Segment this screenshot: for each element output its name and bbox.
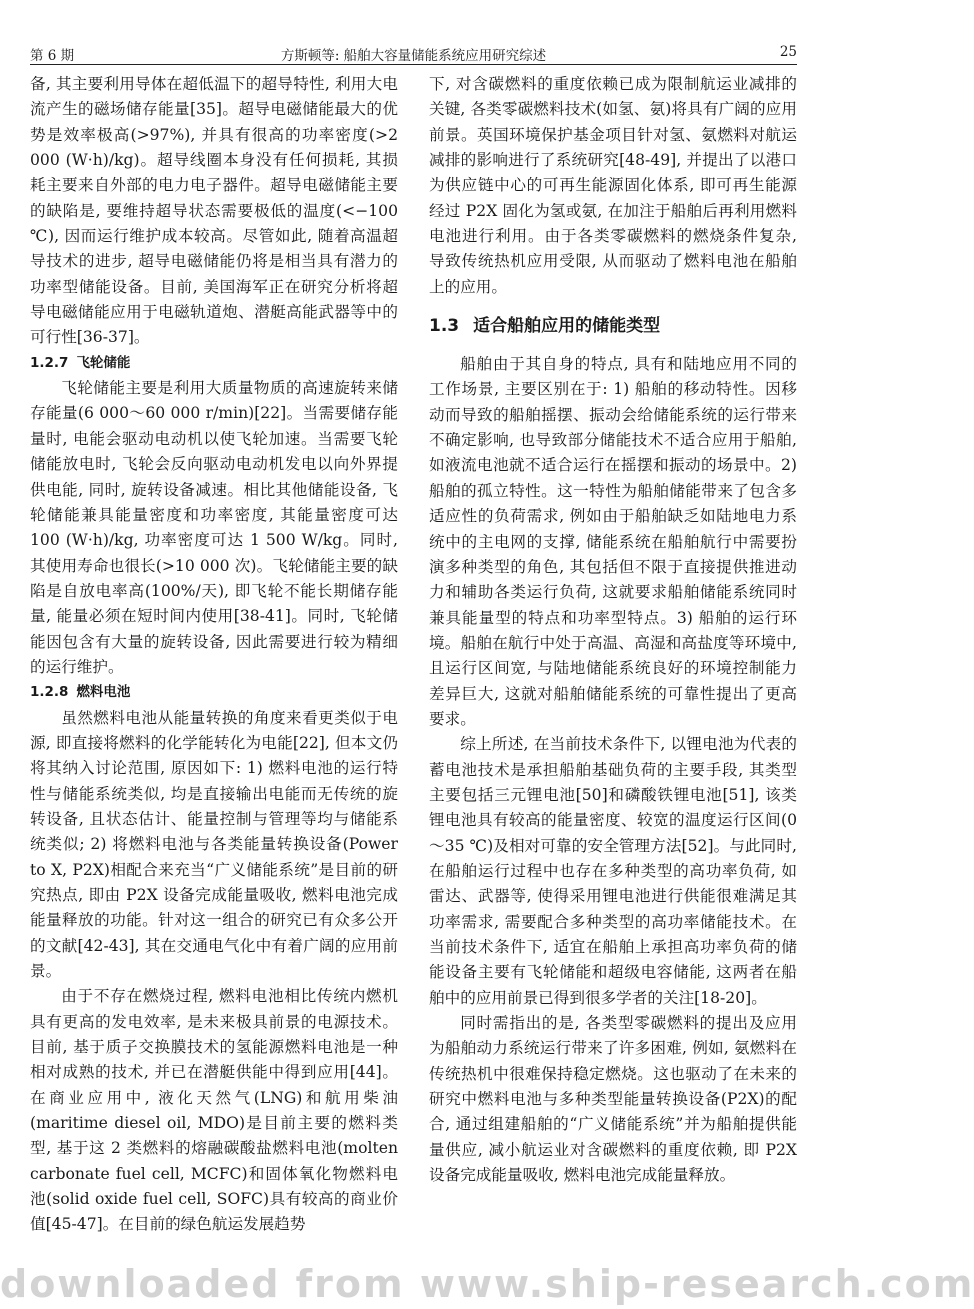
header-rule (30, 64, 797, 65)
page-header (30, 42, 797, 64)
page-number: 25 (779, 44, 797, 60)
section-heading-1-2-8 (30, 680, 398, 705)
paragraph: 虽然燃料电池从能量转换的角度来看更类似于电源, 即直接将燃料的化学能转化为电能[22], 但本文仍将其纳入讨论范围, 原因如下: 1) 燃料电池的运行特性与储能系统类似, 均是直接输出电能而无传统的旋转设备, 且状态估计、能量控制与管理等均与储能系统类似; 2) 将燃料电池与各类能量转换设备(Power to X, P2X)相配合来充当“广义储能系统”是目前的研究热点, 即由 P2X 设备完成能量吸收, 燃料电池完成能量释放的功能。针对这一组合的研究已有众多公开的文献[42-43], 其在交通电气化中有着广阔的应用前景。 (30, 708, 398, 981)
section-number: 1.2.8 (30, 684, 69, 701)
paragraph: 备, 其主要利用导体在超低温下的超导特性, 利用大电流产生的磁场储存能量[35]。超导电磁储能最大的优势是效率极高(>97%), 并具有很高的功率密度(>2 000 (W·h)/kg)。超导线圈本身没有任何损耗, 其损耗主要来自外部的电力电子器件。超导电磁储能主要的缺陷是, 要维持超导状态需要极低的温度(<−100 ℃), 因而运行维护成本较高。尽管如此, 随着高温超导技术的进步, 超导电磁储能仍将是相当具有潜力的功率型储能设备。目前, 美国海军正在研究分析将超导电磁储能应用于电磁轨道炮、潜艇高能武器等中的可行性[36-37]。 (30, 75, 398, 347)
right-column (429, 72, 797, 1188)
section-title: 飞轮储能 (76, 354, 131, 371)
section-number: 1.3 (429, 316, 460, 337)
paragraph: 船舶由于其自身的特点, 具有和陆地应用不同的工作场景, 主要区别在于: 1) 船舶的移动特性。因移动而导致的船舶摇摆、振动会给储能系统的运行带来不确定影响, 也导致部分储能技术不适合应用于船舶, 如液流电池就不适合运行在摇摆和振动的场景中。2) 船舶的孤立特性。这一特性为船舶储能带来了包含多适应性的负荷需求, 例如由于船舶缺乏如陆地电力系统中的主电网的支撑, 储能系统在船舶航行中需要扮演多种类型的角色, 其包括但不限于直接提供推进动力和辅助各类运行负荷, 这就要求船舶储能系统同时兼具能量型的特点和功率型特点。3) 船舶的运行环境。船舶在航行中处于高温、高湿和高盐度等环境中, 且运行区间宽, 与陆地储能系统良好的环境控制能力差异巨大, 这就对船舶储能系统的可靠性提出了更高要求。 (429, 355, 797, 728)
paragraph: 飞轮储能主要是利用大质量物质的高速旋转来储存能量(6 000～60 000 r/min)[22]。当需要储存能量时, 电能会驱动电动机以使飞轮加速。当需要飞轮储能放电时, 飞轮会反向驱动电动机发电以向外界提供电能, 同时, 旋转设备减速。相比其他储能设备, 飞轮储能兼具能量密度和功率密度, 其能量密度可达 100 (W·h)/kg, 功率密度可达 1 500 W/kg。同时, 其使用寿命也很长(>10 000 次)。飞轮储能主要的缺陷是自放电率高(100%/天), 即飞轮不能长期储存能量, 能量必须在短时间内使用[38-41]。同时, 飞轮储能因包含有大量的旋转设备, 因此需要进行较为精细的运行维护。 (30, 379, 398, 676)
paragraph: 同时需指出的是, 各类型零碳燃料的提出及应用为船舶动力系统运行带来了许多困难, 例如, 氨燃料在传统热机中很难保持稳定燃烧。这也驱动了在未来的研究中燃料电池与多种类型能量转换设备(P2X)的配合, 通过组建船舶的“广义储能系统”并为船舶提供能量供应, 减小航运业对含碳燃料的重度依赖, 即 P2X 设备完成能量吸收, 燃料电池完成能量释放。 (429, 1014, 797, 1185)
left-column (30, 72, 398, 1238)
section-title: 燃料电池 (76, 684, 131, 701)
section-heading-1-2-7 (30, 351, 398, 376)
issue-number: 第 6 期 (30, 48, 75, 64)
download-watermark: downloaded from www.ship-research.com (0, 1262, 974, 1306)
section-title: 适合船舶应用的储能类型 (473, 316, 661, 337)
section-number: 1.2.7 (30, 354, 69, 371)
running-title: 方斯顿等: 船舶大容量储能系统应用研究综述 (280, 48, 547, 64)
paragraph: 由于不存在燃烧过程, 燃料电池相比传统内燃机具有更高的发电效率, 是未来极具前景的电源技术。目前, 基于质子交换膜技术的氢能源燃料电池是一种相对成熟的技术, 并已在潜艇供能中得到应用[44]。在商业应用中, 液化天然气(LNG)和航用柴油(maritime diesel oil, MDO)是目前主要的燃料类型, 基于这 2 类燃料的熔融碳酸盐燃料电池(molten carbonate fuel cell, MCFC)和固体氧化物燃料电池(solid oxide fuel cell, SOFC)具有较高的商业价值[45-47]。在目前的绿色航运发展趋势 (30, 987, 398, 1234)
paragraph: 下, 对含碳燃料的重度依赖已成为限制航运业减排的关键, 各类零碳燃料技术(如氢、氨)将具有广阔的应用前景。英国环境保护基金项目针对氢、氨燃料对航运减排的影响进行了系统研究[48-49], 并提出了以港口为供应链中心的可再生能源固化体系, 即可再生能源经过 P2X 固化为氢或氨, 在加注于船舶后再利用燃料电池进行利用。由于各类零碳燃料的燃烧条件复杂, 导致传统热机应用受限, 从而驱动了燃料电池在船舶上的应用。 (429, 75, 797, 296)
paragraph: 综上所述, 在当前技术条件下, 以锂电池为代表的蓄电池技术是承担船舶基础负荷的主要手段, 其类型主要包括三元锂电池[50]和磷酸铁锂电池[51], 该类锂电池具有较高的能量密度、较宽的温度运行区间(0～35 ℃)及相对可靠的安全管理方法[52]。与此同时, 在船舶运行过程中也存在多种类型的高功率负荷, 如雷达、武器等, 使得采用锂电池进行供能很难满足其功率需求, 需要配合多种类型的高功率储能技术。在当前技术条件下, 适宜在船舶上承担高功率负荷的储能设备主要有飞轮储能和超级电容储能, 这两者在船舶中的应用前景已得到很多学者的关注[18-20]。 (429, 735, 797, 1007)
section-heading-1-3 (429, 300, 797, 352)
